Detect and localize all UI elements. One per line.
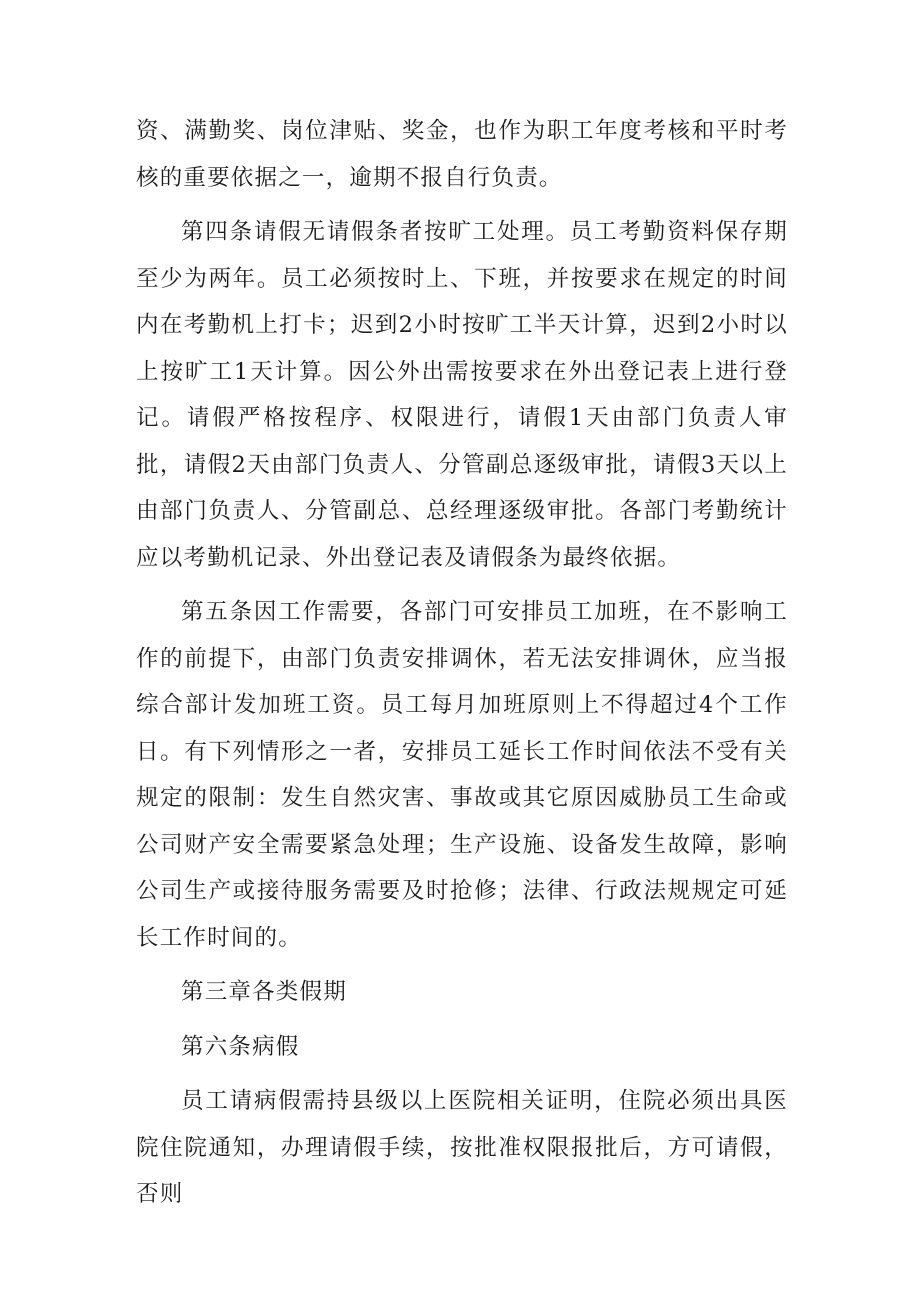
article-6-heading: 第六条病假	[181, 1033, 300, 1060]
document-body	[136, 108, 788, 1226]
paragraph-continued: 资、满勤奖、岗位津贴、奖金，也作为职工年度考核和平时考核的重要依据之一，逾期不报自行负责。	[136, 118, 788, 191]
chapter-3-heading: 第三章各类假期	[181, 979, 347, 1005]
article-5-paragraph: 第五条因工作需要，各部门可安排员工加班，在不影响工作的前提下，由部门负责安排调休，若无法安排调休，应当报综合部计发加班工资。员工每月加班原则上不得超过4个工作日。有下列情形之一者，安排员工延长工作时间依法不受有关规定的限制：发生自然灾害、事故或其它原因威胁员工生命或公司财产安全需要紧急处理；生产设施、设备发生故障，影响公司生产或接待服务需要及时抢修；法律、行政法规规定可延长工作时间的。	[136, 599, 788, 951]
sick-leave-paragraph: 员工请病假需持县级以上医院相关证明，住院必须出具医院住院通知，办理请假手续，按批准权限报批后，方可请假，否则	[136, 1088, 788, 1207]
article-4-paragraph: 第四条请假无请假条者按旷工处理。员工考勤资料保存期至少为两年。员工必须按时上、下班，并按要求在规定的时间内在考勤机上打卡；迟到2小时按旷工半天计算，迟到2小时以上按旷工1天计算。因公外出需按要求在外出登记表上进行登记。请假严格按程序、权限进行，请假1天由部门负责人审批，请假2天由部门负责人、分管副总逐级审批，请假3天以上由部门负责人、分管副总、总经理逐级审批。各部门考勤统计应以考勤机记录、外出登记表及请假条为最终依据。	[136, 219, 788, 571]
